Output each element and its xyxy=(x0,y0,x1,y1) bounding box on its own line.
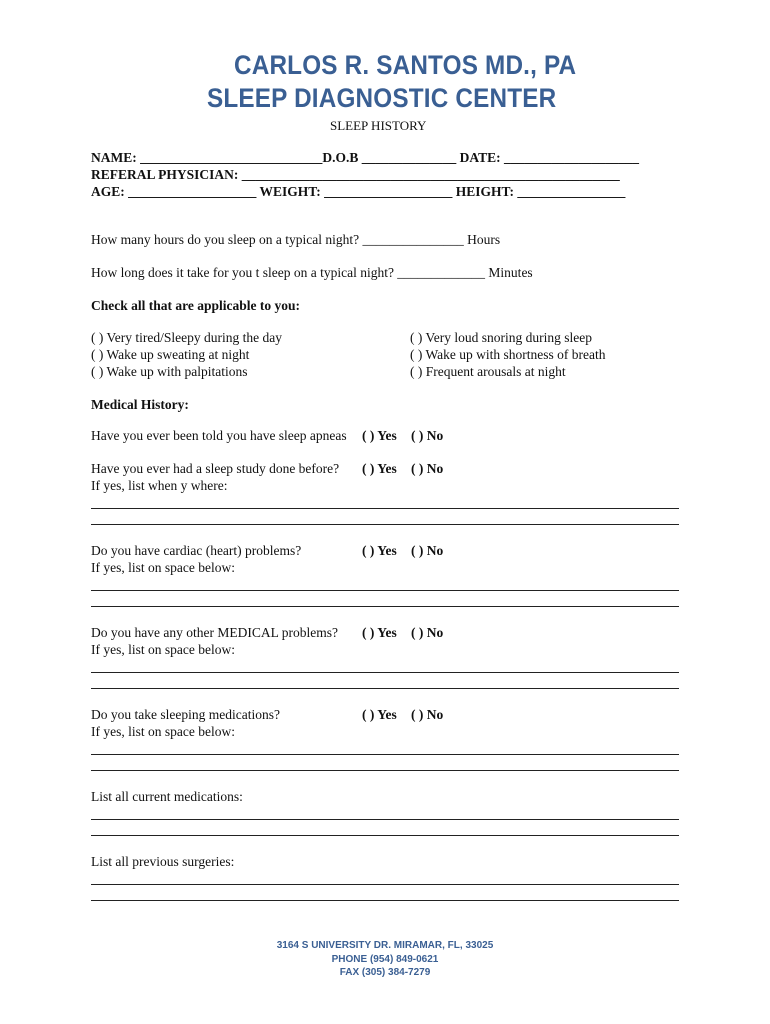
cardiac-yes[interactable]: ( ) Yes xyxy=(362,543,397,558)
medical-line-2[interactable] xyxy=(91,688,679,689)
surgeries-line-2[interactable] xyxy=(91,900,679,901)
clinic-name: CARLOS R. SANTOS MD., PA xyxy=(234,50,577,80)
apnea-no[interactable]: ( ) No xyxy=(411,428,444,443)
surgeries-line-1[interactable] xyxy=(91,884,679,885)
study-line-1[interactable] xyxy=(91,508,679,509)
sleep-meds-question: Do you take sleeping medications? xyxy=(91,707,280,722)
form-title: SLEEP HISTORY xyxy=(330,118,427,133)
sleep-meds-subtext: If yes, list on space below: xyxy=(91,724,235,739)
check-sweating[interactable]: ( ) Wake up sweating at night xyxy=(91,347,250,362)
study-question: Have you ever had a sleep study done before? xyxy=(91,461,340,476)
referral-physician-line: REFERAL PHYSICIAN: ________________________________________________________ xyxy=(91,167,620,182)
check-shortness-breath[interactable]: ( ) Wake up with shortness of breath xyxy=(410,347,606,362)
check-palpitations[interactable]: ( ) Wake up with palpitations xyxy=(91,364,248,379)
center-name: SLEEP DIAGNOSTIC CENTER xyxy=(207,83,557,113)
footer-phone: PHONE (954) 849-0621 xyxy=(331,954,439,965)
apnea-yes[interactable]: ( ) Yes xyxy=(362,428,397,443)
age-weight-height-line: AGE: ___________________ WEIGHT: ___________________ HEIGHT: ________________ xyxy=(91,184,626,199)
cardiac-line-2[interactable] xyxy=(91,606,679,607)
check-snoring[interactable]: ( ) Very loud snoring during sleep xyxy=(410,330,592,345)
apnea-question: Have you ever been told you have sleep apneas xyxy=(91,428,347,443)
cardiac-no[interactable]: ( ) No xyxy=(411,543,444,558)
study-line-2[interactable] xyxy=(91,524,679,525)
footer-fax: FAX (305) 384-7279 xyxy=(339,967,431,978)
current-meds-line-1[interactable] xyxy=(91,819,679,820)
medical-history-title: Medical History: xyxy=(91,397,189,412)
hours-question: How many hours do you sleep on a typical night? _______________ Hours xyxy=(91,232,501,247)
medical-line-1[interactable] xyxy=(91,672,679,673)
study-subtext: If yes, list when y where: xyxy=(91,478,228,493)
medical-no[interactable]: ( ) No xyxy=(411,625,444,640)
check-tired[interactable]: ( ) Very tired/Sleepy during the day xyxy=(91,330,282,345)
footer-address: 3164 S UNIVERSITY DR. MIRAMAR, FL, 33025 xyxy=(276,940,494,951)
sleep-meds-yes[interactable]: ( ) Yes xyxy=(362,707,397,722)
cardiac-question: Do you have cardiac (heart) problems? xyxy=(91,543,302,558)
check-arousals[interactable]: ( ) Frequent arousals at night xyxy=(410,364,566,379)
study-no[interactable]: ( ) No xyxy=(411,461,444,476)
sleep-meds-no[interactable]: ( ) No xyxy=(411,707,444,722)
sleep-meds-line-2[interactable] xyxy=(91,770,679,771)
checklist-title: Check all that are applicable to you: xyxy=(91,298,300,313)
cardiac-line-1[interactable] xyxy=(91,590,679,591)
medical-question: Do you have any other MEDICAL problems? xyxy=(91,625,338,640)
name-dob-date-line: NAME: ___________________________D.O.B ______________ DATE: ____________________ xyxy=(91,150,639,165)
study-yes[interactable]: ( ) Yes xyxy=(362,461,397,476)
current-meds-line-2[interactable] xyxy=(91,835,679,836)
cardiac-subtext: If yes, list on space below: xyxy=(91,560,235,575)
surgeries-label: List all previous surgeries: xyxy=(91,854,235,869)
sleep-meds-line-1[interactable] xyxy=(91,754,679,755)
medical-subtext: If yes, list on space below: xyxy=(91,642,235,657)
latency-question: How long does it take for you t sleep on a typical night? _____________ Minutes xyxy=(91,265,533,280)
current-meds-label: List all current medications: xyxy=(91,789,243,804)
medical-yes[interactable]: ( ) Yes xyxy=(362,625,397,640)
